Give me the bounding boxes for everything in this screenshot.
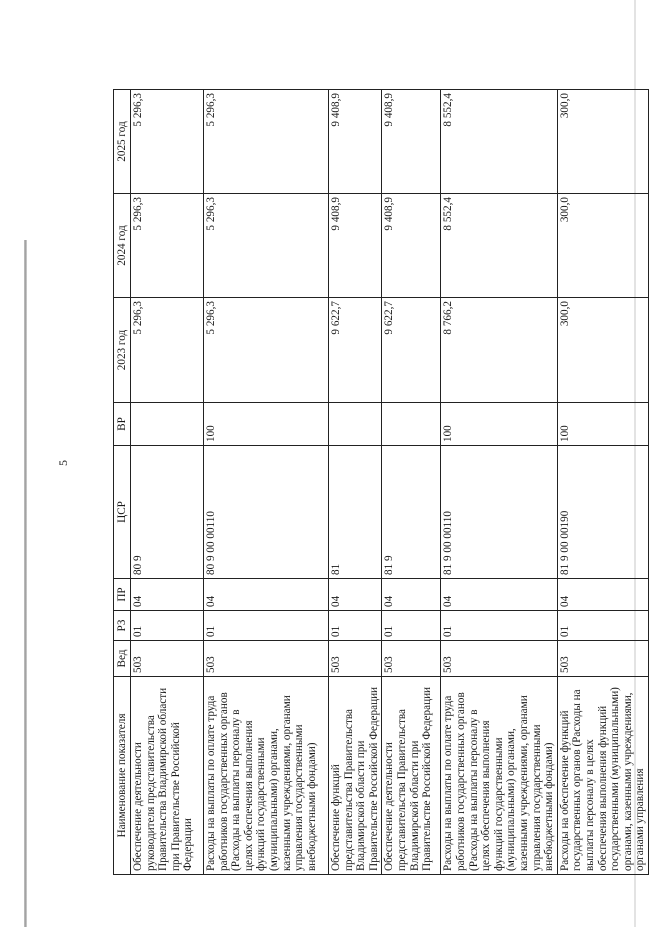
cell-name: Обеспечение функций представительства Правительства Владимирской области при Правительстве Российской Федерации xyxy=(329,677,382,875)
cell-2024: 8 552,4 xyxy=(441,194,557,298)
cell-rz: 01 xyxy=(204,611,329,641)
table-row xyxy=(441,90,557,875)
rotated-table-wrapper xyxy=(113,90,647,875)
cell-rz: 01 xyxy=(382,611,441,641)
header-csr: ЦСР xyxy=(114,446,131,579)
cell-2023: 9 622,7 xyxy=(382,298,441,403)
cell-2023: 300,0 xyxy=(557,298,648,403)
header-name: Наименование показателя xyxy=(114,677,131,875)
cell-2024: 5 296,3 xyxy=(131,194,204,298)
cell-2023: 9 622,7 xyxy=(329,298,382,403)
table-row xyxy=(204,90,329,875)
header-ved: Вед xyxy=(114,641,131,677)
cell-csr: 81 9 xyxy=(382,446,441,579)
cell-rz: 01 xyxy=(329,611,382,641)
cell-2024: 9 408,9 xyxy=(329,194,382,298)
cell-csr: 80 9 xyxy=(131,446,204,579)
cell-2025: 8 552,4 xyxy=(441,90,557,194)
cell-2025: 9 408,9 xyxy=(382,90,441,194)
header-rz: РЗ xyxy=(114,611,131,641)
table-row xyxy=(329,90,382,875)
cell-2024: 9 408,9 xyxy=(382,194,441,298)
cell-rz: 01 xyxy=(131,611,204,641)
cell-csr: 81 9 00 00190 xyxy=(557,446,648,579)
cell-2023: 5 296,3 xyxy=(204,298,329,403)
cell-name: Расходы на обеспечение функций государственных органов (Расходы на выплаты персоналу в целях обеспечения выполнения функций государственными (муниципальными) органами, казенными учреждениями, органами управления xyxy=(557,677,648,875)
cell-pr: 04 xyxy=(204,579,329,611)
cell-ved: 503 xyxy=(382,641,441,677)
header-2024: 2024 год xyxy=(114,194,131,298)
header-pr: ПР xyxy=(114,579,131,611)
cell-pr: 04 xyxy=(382,579,441,611)
table-row xyxy=(382,90,441,875)
cell-2025: 5 296,3 xyxy=(131,90,204,194)
cell-rz: 01 xyxy=(557,611,648,641)
cell-ved: 503 xyxy=(131,641,204,677)
cell-ved: 503 xyxy=(441,641,557,677)
table-row xyxy=(131,90,204,875)
cell-2024: 300,0 xyxy=(557,194,648,298)
budget-table xyxy=(113,89,649,875)
cell-2024: 5 296,3 xyxy=(204,194,329,298)
cell-ved: 503 xyxy=(557,641,648,677)
cell-2025: 9 408,9 xyxy=(329,90,382,194)
cell-pr: 04 xyxy=(131,579,204,611)
cell-2023: 5 296,3 xyxy=(131,298,204,403)
cell-csr: 81 xyxy=(329,446,382,579)
cell-csr: 81 9 00 00110 xyxy=(441,446,557,579)
scan-edge-left xyxy=(24,240,27,927)
cell-vr xyxy=(329,403,382,446)
cell-vr: 100 xyxy=(557,403,648,446)
header-2025: 2025 год xyxy=(114,90,131,194)
header-vr: ВР xyxy=(114,403,131,446)
cell-2023: 8 766,2 xyxy=(441,298,557,403)
cell-ved: 503 xyxy=(204,641,329,677)
cell-name: Обеспечение деятельности представительства Правительства Владимирской области при Правительстве Российской Федерации xyxy=(382,677,441,875)
cell-name: Обеспечение деятельности руководителя представительства Правительства Владимирской области при Правительстве Российской Федерации xyxy=(131,677,204,875)
cell-vr: 100 xyxy=(441,403,557,446)
cell-pr: 04 xyxy=(441,579,557,611)
cell-name: Расходы на выплаты по оплате труда работников государственных органов (Расходы на выплаты персоналу в целях обеспечения выполнения функций государственными (муниципальными) органами, казенными учреждениями, органами управления государственными внебюджетными фондами) xyxy=(441,677,557,875)
cell-name: Расходы на выплаты по оплате труда работников государственных органов (Расходы на выплаты персоналу в целях обеспечения выполнения функций государственными (муниципальными) органами, казенными учреждениями, органами управления государственными внебюджетными фондами) xyxy=(204,677,329,875)
cell-ved: 503 xyxy=(329,641,382,677)
table-row xyxy=(557,90,648,875)
table-header-row xyxy=(114,90,131,875)
cell-vr xyxy=(131,403,204,446)
header-2023: 2023 год xyxy=(114,298,131,403)
cell-vr xyxy=(382,403,441,446)
cell-csr: 80 9 00 00110 xyxy=(204,446,329,579)
cell-pr: 04 xyxy=(557,579,648,611)
cell-vr: 100 xyxy=(204,403,329,446)
cell-2025: 5 296,3 xyxy=(204,90,329,194)
cell-2025: 300,0 xyxy=(557,90,648,194)
cell-pr: 04 xyxy=(329,579,382,611)
cell-rz: 01 xyxy=(441,611,557,641)
page-number: 5 xyxy=(56,460,70,466)
